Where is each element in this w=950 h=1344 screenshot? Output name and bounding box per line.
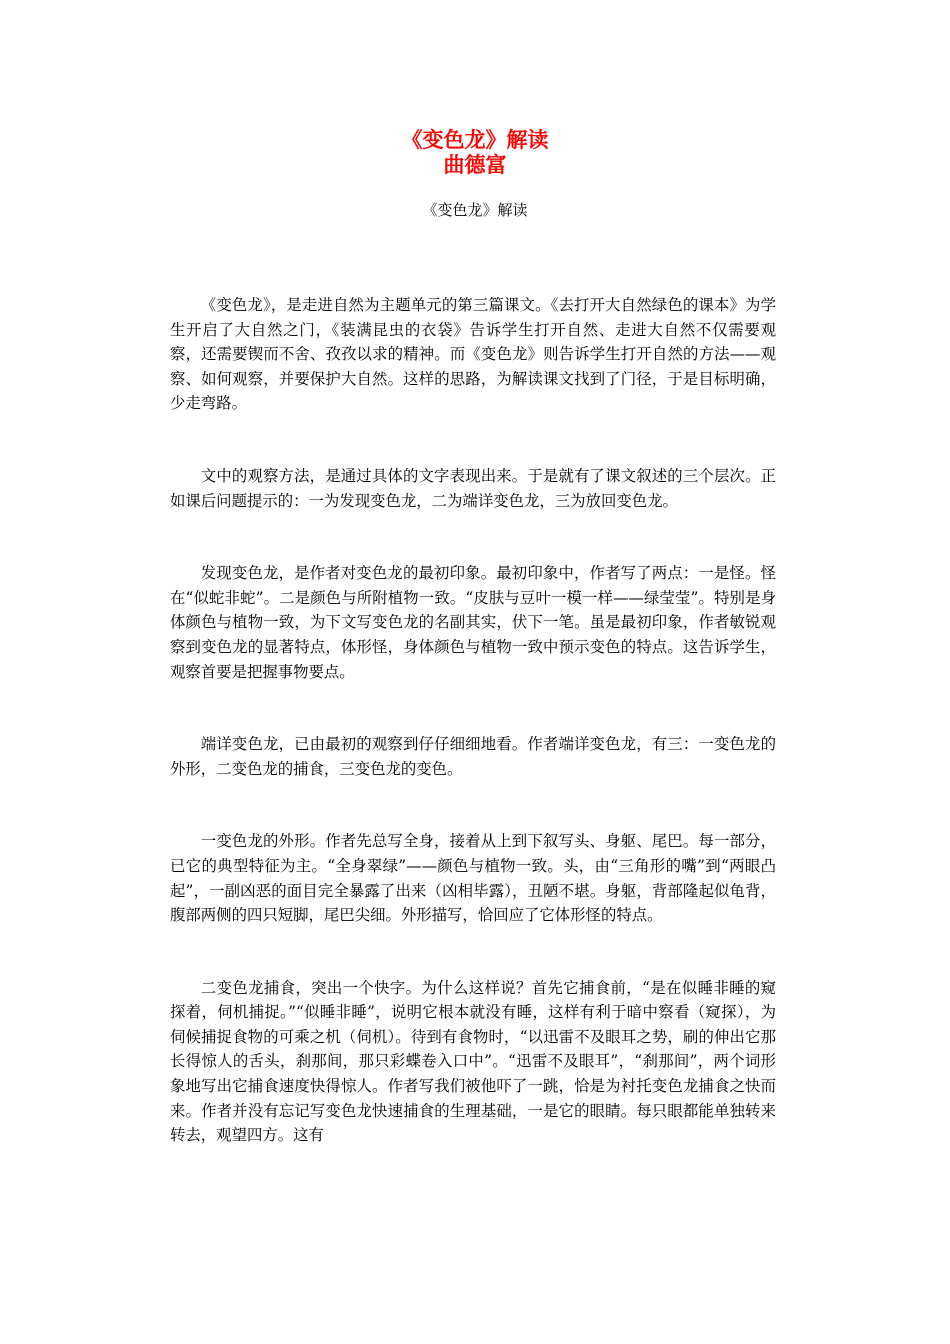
- paragraph: 文中的观察方法，是通过具体的文字表现出来。于是就有了课文叙述的三个层次。正如课后问题提示的：一为发现变色龙，二为端详变色龙，三为放回变色龙。: [170, 466, 776, 510]
- document-author: 曲德富: [443, 153, 507, 177]
- title-block: [0, 128, 950, 178]
- document-body: [170, 293, 776, 1196]
- document-subtitle: 《变色龙》解读: [422, 201, 528, 219]
- paragraph: 《变色龙》，是走进自然为主题单元的第三篇课文。《去打开大自然绿色的课本》为学生开启了大自然之门，《装满昆虫的衣袋》告诉学生打开自然、走进大自然不仅需要观察，还需要锲而不舍、孜孜以求的精神。而《变色龙》则告诉学生打开自然的方法——观察、如何观察，并要保护大自然。这样的思路，为解读课文找到了门径，于是目标明确，少走弯路。: [170, 296, 776, 413]
- paragraph: 一变色龙的外形。作者先总写全身，接着从上到下叙写头、身躯、尾巴。每一部分，已它的典型特征为主。“全身翠绿”——颜色与植物一致。头，由“三角形的嘴”到“两眼凸起”，一副凶恶的面目完全暴露了出来（凶相毕露），丑陋不堪。身躯，背部隆起似龟背，腹部两侧的四只短脚，尾巴尖细。外形描写，恰回应了它体形怪的特点。: [170, 832, 776, 925]
- paragraph: 端详变色龙，已由最初的观察到仔仔细细地看。作者端详变色龙，有三：一变色龙的外形，二变色龙的捕食，三变色龙的变色。: [170, 735, 776, 778]
- paragraph: 二变色龙捕食，突出一个快字。为什么这样说？首先它捕食前，“是在似睡非睡的窥探着，伺机捕捉。”“似睡非睡”，说明它根本就没有睡，这样有利于暗中察看（窥探），为伺候捕捉食物的可乘之机（伺机）。待到有食物时，“以迅雷不及眼耳之势，刷的伸出它那长得惊人的舌头，刹那间，那只彩蝶卷入口中”。“迅雷不及眼耳”，“刹那间”，两个词形象地写出它捕食速度快得惊人。作者写我们被他吓了一跳，恰是为衬托变色龙捕食之快而来。作者并没有忘记写变色龙快速捕食的生理基础，一是它的眼睛。每只眼都能单独转来转去，观望四方。这有: [170, 978, 776, 1145]
- paragraph: 发现变色龙，是作者对变色龙的最初印象。最初印象中，作者写了两点：一是怪。怪在“似蛇非蛇”。二是颜色与所附植物一致。“皮肤与豆叶一模一样——绿莹莹”。特别是身体颜色与植物一致，为下文写变色龙的名副其实，伏下一笔。虽是最初印象，作者敏锐观察到变色龙的显著特点，体形怪，身体颜色与植物一致中预示变色的特点。这告诉学生，观察首要是把握事物要点。: [170, 564, 776, 681]
- document-title: 《变色龙》解读: [401, 128, 549, 152]
